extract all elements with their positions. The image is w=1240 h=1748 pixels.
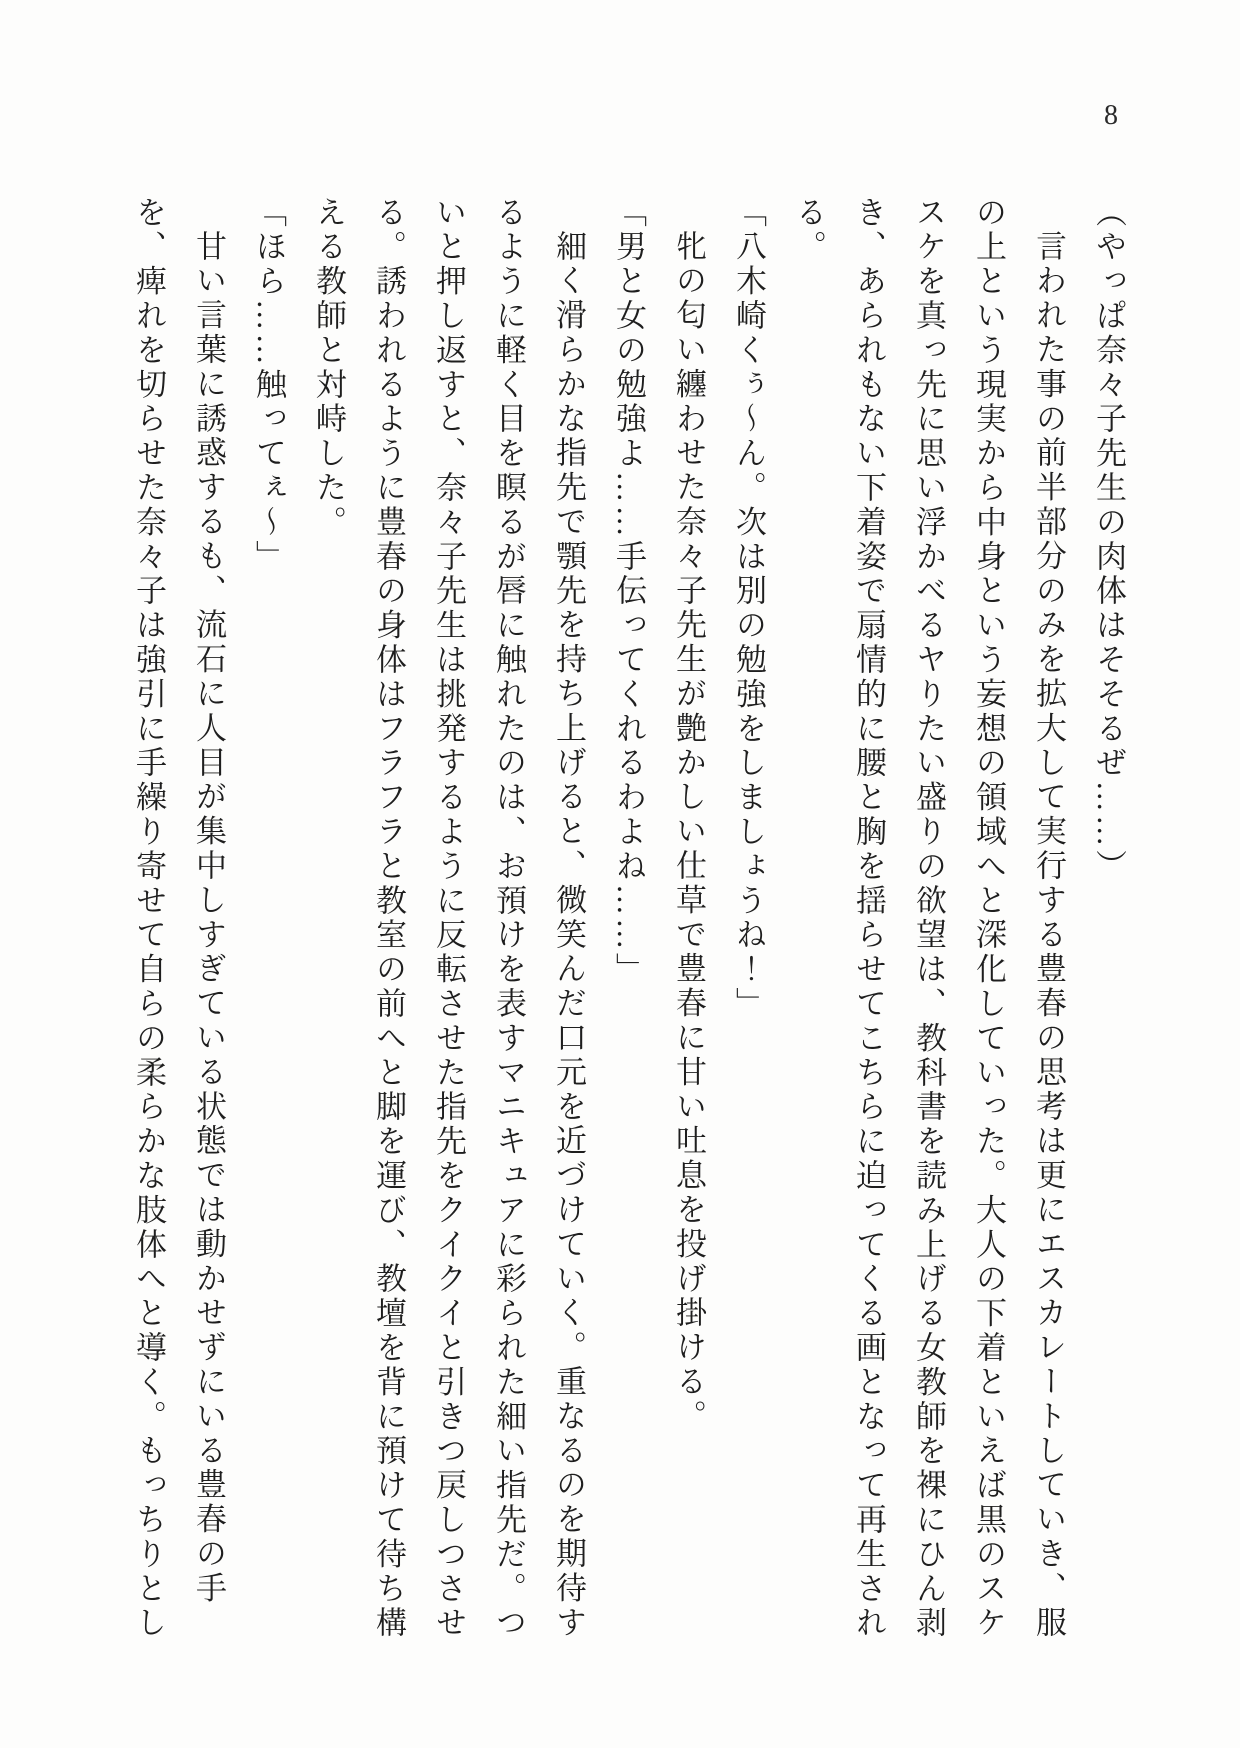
paragraph-dialogue: 「男と女の勉強よ……手伝ってくれるわよね……」	[611, 196, 646, 988]
paragraph-dialogue: 「ほら……触ってぇ～」	[251, 196, 286, 575]
paragraph-thought: （やっぱ奈々子先生の肉体はそそるぜ……）	[1091, 196, 1126, 884]
paragraph-narration: 牝の匂い纏わせた奈々子先生が艶かしい仕草で豊春に甘い吐息を投げ掛ける。	[671, 230, 706, 1435]
paragraph-dialogue: 「八木崎くぅ～ん。次は別の勉強をしましょうね！」	[731, 196, 766, 1022]
paragraph-narration: 言われた事の前半部分のみを拡大して実行する豊春の思考は更にエスカレートしていき、服の上という現実から中身という妄想の領域へと深化していった。大人の下着といえば黒のスケスケを真っ先に思い浮かべるヤりたい盛りの欲望は、教科書を読み上げる女教師を裸にひん剥き、あられもない下着姿で扇情的に腰と胸を揺らせてこちらに迫ってくる画となって再生される。	[791, 196, 1066, 1641]
paragraph-narration: 甘い言葉に誘惑するも、流石に人目が集中しすぎている状態では動かせずにいる豊春の手を、痺れを切らせた奈々子は強引に手繰り寄せて自らの柔らかな肢体へと導く。もっちりとし	[131, 196, 226, 1641]
text-block	[118, 196, 1138, 1644]
paragraph-narration: 細く滑らかな指先で顎先を持ち上げると、微笑んだ口元を近づけていく。重なるのを期待するように軽く目を瞑るが唇に触れたのは、お預けを表すマニキュアに彩られた細い指先だ。ついと押し返すと、奈々子先生は挑発するように反転させた指先をクイクイと引きつ戻しつさせる。誘われるように豊春の身体はフラフラと教室の前へと脚を運び、教壇を背に預けて待ち構える教師と対峙した。	[311, 196, 586, 1641]
page-number: 8	[1104, 100, 1118, 131]
